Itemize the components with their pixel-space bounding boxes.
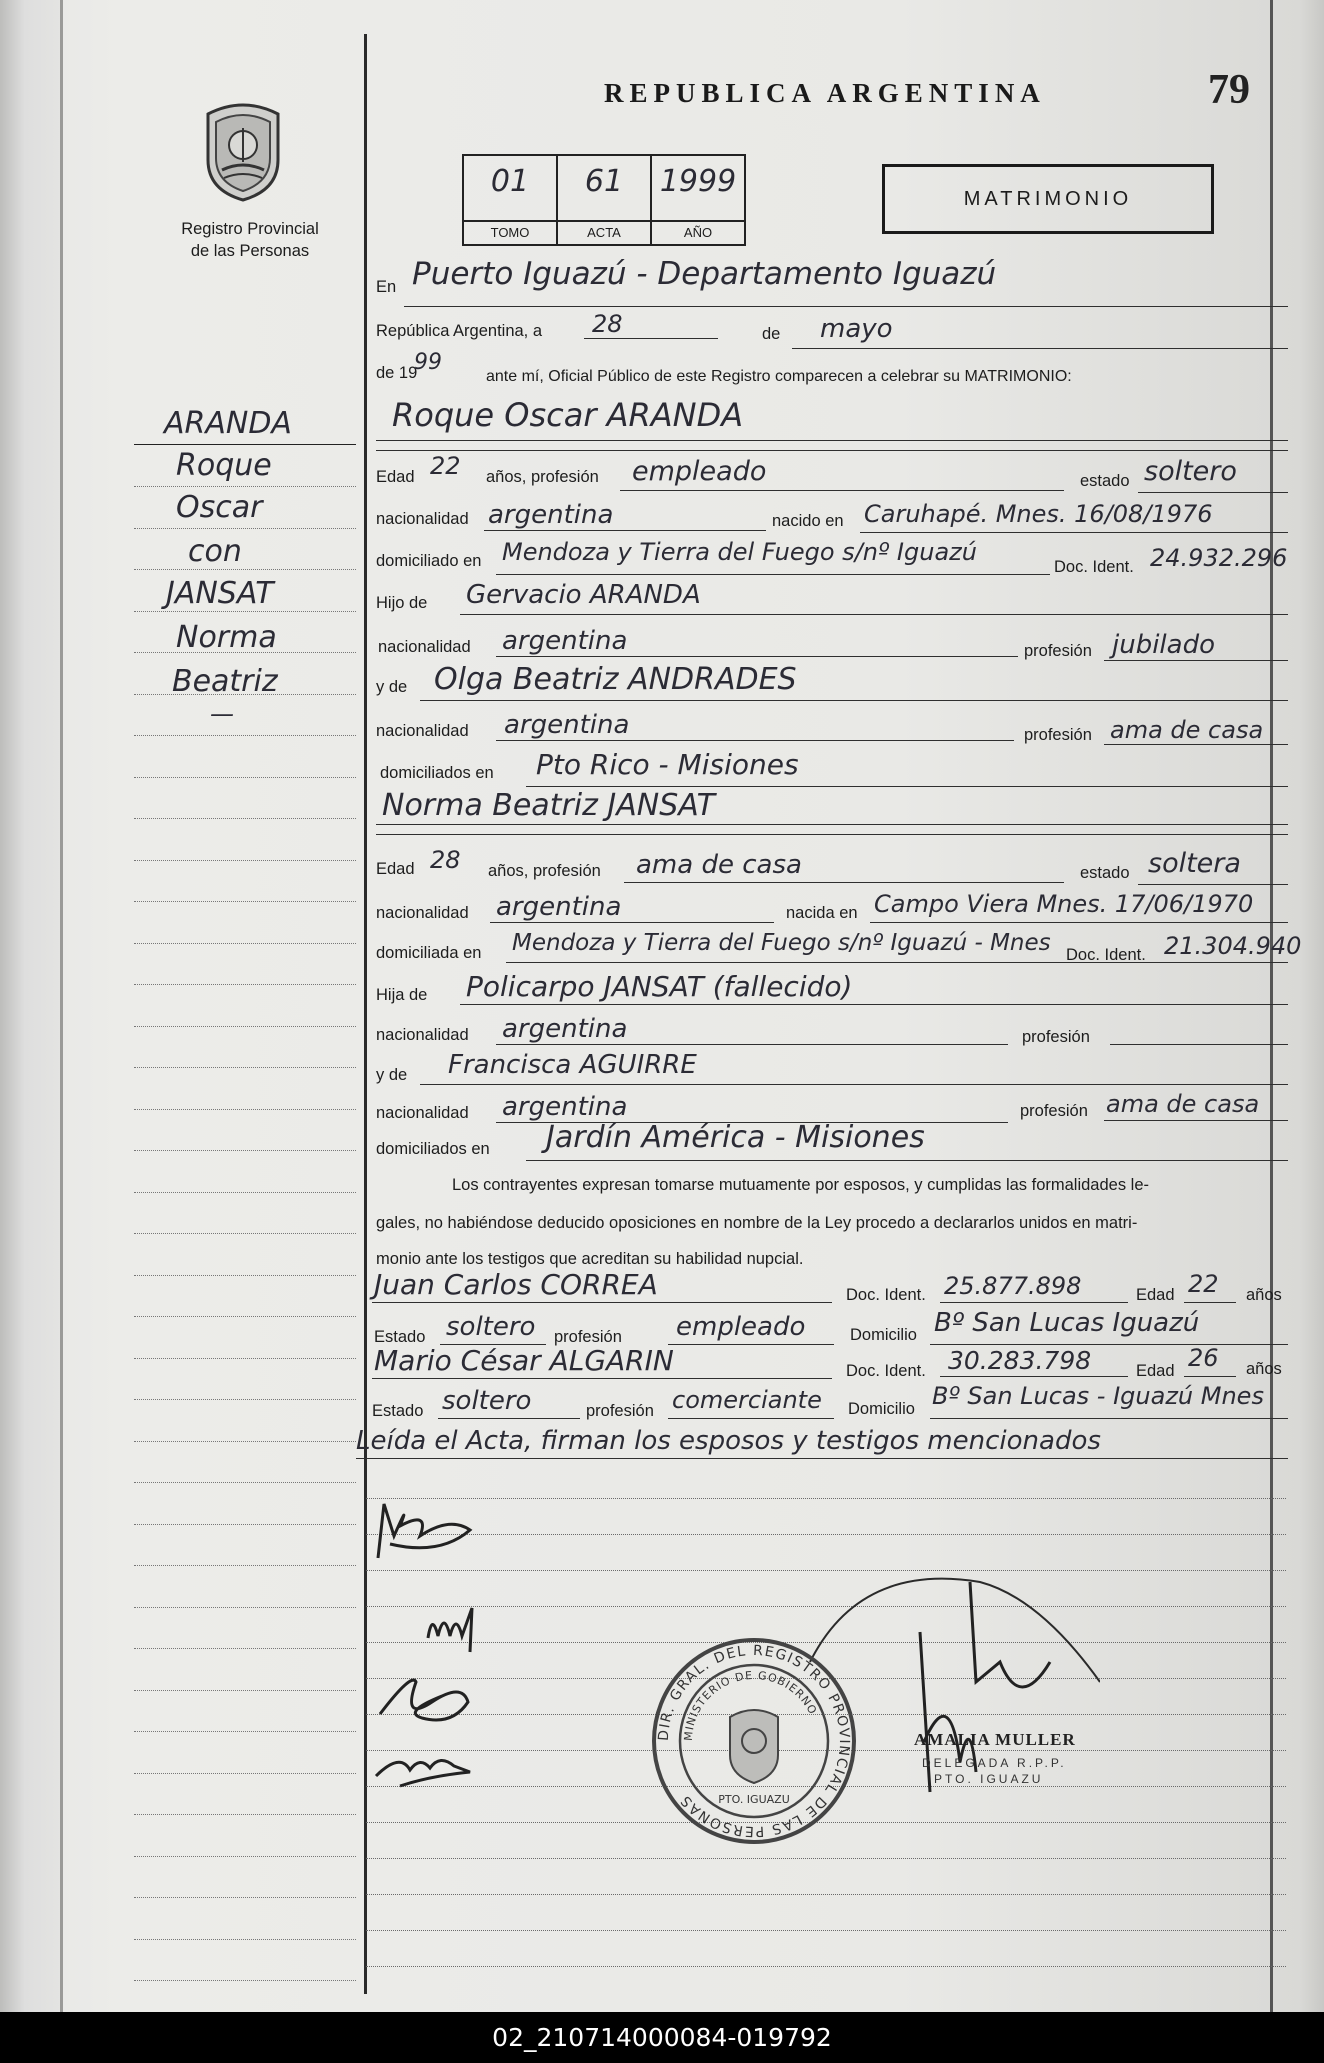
- seal-inner-text: MINISTERIO DE GOBIERNO: [681, 1668, 820, 1742]
- declaration-line-2: gales, no habiéndose deducido oposiciones en nombre de la Ley procedo a declararlos unidos en matri-: [376, 1214, 1138, 1232]
- label-nacida: nacida en: [786, 904, 858, 922]
- rule: [460, 614, 1288, 615]
- witness-1-doc: 25.877.898: [944, 1272, 1082, 1300]
- rule: [930, 1344, 1288, 1345]
- witness-2-status: soltero: [442, 1386, 532, 1416]
- margin-dotted-line: [134, 1399, 356, 1400]
- label-domicilio: Domicilio: [850, 1326, 917, 1344]
- bride-doc: 21.304.940: [1164, 932, 1302, 960]
- rule: [420, 1084, 1288, 1085]
- margin-dotted-line: [134, 1192, 356, 1193]
- bride-mother: Francisca AGUIRRE: [448, 1050, 697, 1080]
- rule: [792, 348, 1288, 349]
- folio-number: 79: [1208, 67, 1250, 113]
- bride-name: Norma Beatriz JANSAT: [382, 788, 715, 823]
- body-dotted-line: [366, 1858, 1286, 1859]
- bride-birth: Campo Viera Mnes. 17/06/1970: [874, 890, 1254, 918]
- rule: [372, 1302, 832, 1303]
- margin-name-1: Roque: [176, 448, 272, 483]
- acta-cell: [558, 156, 652, 244]
- margin-dotted-line: [134, 1897, 356, 1898]
- rule: [1104, 744, 1288, 745]
- label-nacionalidad: nacionalidad: [376, 510, 469, 528]
- label-republica: República Argentina, a: [376, 322, 543, 340]
- margin-bride-name-2: Beatriz: [172, 664, 278, 699]
- label-edad: Edad: [1136, 1362, 1175, 1380]
- rule: [356, 1458, 1288, 1459]
- witness-1-status: soltero: [446, 1312, 536, 1342]
- margin-dotted-line: [134, 1773, 356, 1774]
- margin-dotted-line: [134, 735, 356, 736]
- witness-2-age: 26: [1188, 1344, 1219, 1372]
- margin-dotted-line: [134, 569, 356, 570]
- margin-dotted-line: [134, 1233, 356, 1234]
- margin-dotted-line: [134, 1814, 356, 1815]
- label-anos: años: [1246, 1360, 1282, 1378]
- rule: [620, 490, 1064, 491]
- label-nacionalidad: nacionalidad: [376, 904, 469, 922]
- groom-nationality: argentina: [488, 500, 614, 530]
- rule: [870, 922, 1288, 923]
- tomo-value: 01: [490, 164, 530, 199]
- groom-mother-nationality: argentina: [504, 710, 630, 740]
- rule: [526, 786, 1288, 787]
- margin-dotted-line: [134, 1939, 356, 1940]
- label-edad: Edad: [376, 860, 415, 878]
- rule: [376, 450, 1288, 451]
- label-doc: Doc. Ident.: [846, 1286, 926, 1304]
- margin-dotted-line: [134, 901, 356, 902]
- official-stamp-place: PTO. IGUAZU: [934, 1772, 1044, 1786]
- signature-2-icon: [420, 1598, 500, 1658]
- act-reference-boxes: [462, 154, 746, 246]
- label-profesion: profesión: [554, 1328, 622, 1346]
- label-domicilio: Domicilio: [848, 1400, 915, 1418]
- margin-dotted-line: [134, 1524, 356, 1525]
- witness-2-address: Bº San Lucas - Iguazú Mnes: [932, 1382, 1264, 1410]
- margin-rule: [134, 444, 356, 445]
- country-title: REPUBLICA ARGENTINA: [604, 78, 1046, 108]
- label-estado: Estado: [372, 1402, 424, 1420]
- label-de: de: [762, 325, 781, 343]
- label-domiciliados: domiciliados en: [376, 1140, 490, 1158]
- label-y-de: y de: [376, 1066, 408, 1084]
- rule: [668, 1418, 834, 1419]
- bride-father-nationality: argentina: [502, 1014, 628, 1044]
- label-estado: estado: [1080, 864, 1130, 882]
- margin-bride-surname: JANSAT: [166, 576, 274, 611]
- rule: [940, 1376, 1128, 1377]
- margin-dotted-line: [134, 1275, 356, 1276]
- margin-con: con: [188, 534, 242, 569]
- rule: [420, 700, 1288, 701]
- official-stamp-title: DELEGADA R.P.P.: [922, 1756, 1067, 1770]
- witness-2-profession: comerciante: [672, 1386, 822, 1414]
- bride-age: 28: [430, 846, 461, 874]
- label-nacionalidad: nacionalidad: [376, 1026, 469, 1044]
- rule: [1104, 1120, 1288, 1121]
- tomo-cell: [464, 156, 558, 244]
- rule: [496, 740, 1014, 741]
- image-caption: 02_210714000084-019792: [0, 2012, 1324, 2063]
- rule: [496, 1044, 1008, 1045]
- margin-surname: ARANDA: [164, 406, 292, 441]
- label-y-de: y de: [376, 678, 408, 696]
- groom-father-profession: jubilado: [1112, 630, 1215, 660]
- label-profesion: años, profesión: [486, 468, 599, 486]
- label-anos: años: [1246, 1286, 1282, 1304]
- rule: [860, 532, 1288, 533]
- label-domiciliados: domiciliados en: [380, 764, 494, 782]
- label-de-19: de 19: [376, 364, 418, 382]
- bride-mother-profession: ama de casa: [1106, 1090, 1260, 1118]
- label-hijo: Hijo de: [376, 594, 428, 612]
- margin-dotted-line: [134, 860, 356, 861]
- label-doc: Doc. Ident.: [846, 1362, 926, 1380]
- margin-dash: —: [210, 700, 234, 728]
- margin-dotted-line: [134, 1731, 356, 1732]
- rule: [940, 1302, 1128, 1303]
- margin-dotted-line: [134, 1441, 356, 1442]
- margin-dotted-line: [134, 1856, 356, 1857]
- rule: [1104, 660, 1288, 661]
- margin-dotted-line: [134, 1482, 356, 1483]
- witness-1-profession: empleado: [676, 1312, 806, 1342]
- rule: [490, 922, 774, 923]
- label-profesion: profesión: [1024, 726, 1092, 744]
- rule: [668, 1344, 834, 1345]
- margin-dotted-line: [134, 694, 356, 695]
- margin-dotted-line: [134, 1109, 356, 1110]
- margin-dotted-line: [134, 652, 356, 653]
- groom-father-nationality: argentina: [502, 626, 628, 656]
- rule: [496, 574, 1050, 575]
- label-domiciliado: domiciliado en: [376, 552, 482, 570]
- body-dotted-line: [366, 1498, 1286, 1499]
- year-value: 99: [414, 350, 442, 375]
- rule: [438, 1418, 580, 1419]
- label-nacionalidad: nacionalidad: [376, 1104, 469, 1122]
- intro-text: ante mí, Oficial Público de este Registro comparecen a celebrar su MATRIMONIO:: [486, 368, 1072, 385]
- rule: [624, 882, 1064, 883]
- margin-dotted-line: [134, 777, 356, 778]
- seal-bottom-text: PTO. IGUAZU: [718, 1793, 790, 1806]
- rule: [506, 962, 1288, 963]
- groom-address: Mendoza y Tierra del Fuego s/nº Iguazú: [502, 538, 977, 566]
- margin-bride-name-1: Norma: [176, 620, 277, 655]
- ano-value: 1999: [659, 164, 737, 199]
- registry-seal-icon: [650, 1637, 858, 1845]
- margin-dotted-line: [134, 1067, 356, 1068]
- margin-dotted-line: [134, 1358, 356, 1359]
- bride-address: Mendoza y Tierra del Fuego s/nº Iguazú - Mnes: [512, 930, 1051, 956]
- label-doc: Doc. Ident.: [1054, 558, 1134, 576]
- rule: [496, 656, 1018, 657]
- label-estado: estado: [1080, 472, 1130, 490]
- margin-dotted-line: [134, 528, 356, 529]
- rule: [1138, 492, 1288, 493]
- ano-cell: [652, 156, 744, 244]
- book-spine: [0, 0, 62, 2012]
- groom-mother-profession: ama de casa: [1110, 716, 1264, 744]
- margin-dotted-line: [134, 1690, 356, 1691]
- place-value: Puerto Iguazú - Departamento Iguazú: [412, 256, 997, 292]
- rule: [404, 306, 1288, 307]
- declaration-line-1: Los contrayentes expresan tomarse mutuamente por esposos, y cumplidas las formalidades le-: [452, 1176, 1150, 1194]
- label-nacionalidad: nacionalidad: [378, 638, 471, 656]
- rule: [460, 1004, 1288, 1005]
- label-profesion: años, profesión: [488, 862, 601, 880]
- rule: [376, 824, 1288, 825]
- margin-dotted-line: [134, 1648, 356, 1649]
- margin-dotted-line: [134, 1980, 356, 1981]
- label-profesion: profesión: [1022, 1028, 1090, 1046]
- rule: [1184, 1302, 1236, 1303]
- bride-nationality: argentina: [496, 892, 622, 922]
- label-hija: Hija de: [376, 986, 428, 1004]
- bride-father: Policarpo JANSAT (fallecido): [466, 970, 853, 1003]
- body-dotted-line: [366, 1930, 1286, 1931]
- groom-profession: empleado: [632, 456, 767, 487]
- rule: [484, 530, 766, 531]
- day-value: 28: [592, 310, 623, 338]
- acta-value: 61: [584, 164, 624, 199]
- label-nacionalidad: nacionalidad: [376, 722, 469, 740]
- bride-parents-address: Jardín América - Misiones: [546, 1120, 925, 1155]
- label-edad: Edad: [376, 468, 415, 486]
- month-value: mayo: [820, 314, 893, 344]
- signature-4-icon: [370, 1746, 480, 1796]
- body-dotted-line: [366, 1966, 1286, 1967]
- groom-name: Roque Oscar ARANDA: [392, 396, 744, 434]
- closing-text: Leída el Acta, firman los esposos y testigos mencionados: [356, 1426, 1101, 1456]
- margin-dotted-line: [134, 611, 356, 612]
- province-crest-icon: [200, 100, 286, 202]
- label-edad: Edad: [1136, 1286, 1175, 1304]
- groom-status: soltero: [1144, 456, 1237, 487]
- signature-3-icon: [372, 1662, 482, 1732]
- witness-1-age: 22: [1188, 1270, 1219, 1298]
- label-estado: Estado: [374, 1328, 426, 1346]
- label-nacido: nacido en: [772, 512, 844, 530]
- witness-1-name: Juan Carlos CORREA: [374, 1268, 658, 1301]
- groom-age: 22: [430, 452, 461, 480]
- label-profesion: profesión: [1020, 1102, 1088, 1120]
- body-dotted-line: [366, 1894, 1286, 1895]
- ano-label: AÑO: [652, 220, 744, 244]
- label-profesion: profesión: [1024, 642, 1092, 660]
- margin-dotted-line: [134, 1026, 356, 1027]
- witness-2-doc: 30.283.798: [948, 1346, 1092, 1375]
- margin-dotted-line: [134, 1150, 356, 1151]
- act-type-box: MATRIMONIO: [882, 164, 1214, 234]
- margin-dotted-line: [134, 1607, 356, 1608]
- margin-divider: [364, 34, 367, 1994]
- rule: [1184, 1376, 1236, 1377]
- rule: [1110, 1044, 1288, 1045]
- bride-status: soltera: [1148, 848, 1241, 879]
- margin-dotted-line: [134, 818, 356, 819]
- groom-parents-address: Pto Rico - Misiones: [536, 748, 799, 781]
- declaration-line-3: monio ante los testigos que acreditan su habilidad nupcial.: [376, 1250, 804, 1268]
- bride-mother-nationality: argentina: [502, 1092, 628, 1122]
- witness-2-name: Mario César ALGARIN: [374, 1344, 674, 1377]
- witness-1-address: Bº San Lucas Iguazú: [934, 1308, 1200, 1338]
- rule: [584, 338, 718, 339]
- rule: [1138, 884, 1288, 885]
- rule: [930, 1418, 1288, 1419]
- groom-doc: 24.932.296: [1150, 544, 1288, 572]
- rule: [376, 834, 1288, 835]
- bride-profession: ama de casa: [636, 850, 802, 880]
- official-stamp-name: AMALIA MULLER: [914, 1730, 1076, 1749]
- groom-mother: Olga Beatriz ANDRADES: [434, 662, 797, 697]
- margin-dotted-line: [134, 1565, 356, 1566]
- signature-1-icon: [370, 1496, 480, 1566]
- page-edge: [60, 0, 63, 2012]
- rule: [372, 1378, 832, 1379]
- margin-dotted-line: [134, 486, 356, 487]
- label-en: En: [376, 278, 397, 296]
- rule: [376, 440, 1288, 441]
- acta-label: ACTA: [558, 220, 650, 244]
- body-dotted-line: [366, 1534, 1286, 1535]
- tomo-label: TOMO: [464, 220, 556, 244]
- rule: [526, 1160, 1288, 1161]
- groom-birth: Caruhapé. Mnes. 16/08/1976: [864, 500, 1213, 528]
- margin-dotted-line: [134, 984, 356, 985]
- label-doc: Doc. Ident.: [1066, 946, 1146, 964]
- right-border-line: [1270, 0, 1273, 2012]
- margin-dotted-line: [134, 1316, 356, 1317]
- registry-name: Registro Provincial de las Personas: [181, 220, 319, 260]
- margin-name-2: Oscar: [176, 490, 263, 525]
- label-domiciliada: domiciliada en: [376, 944, 482, 962]
- label-profesion: profesión: [586, 1402, 654, 1420]
- groom-father: Gervacio ARANDA: [466, 580, 701, 610]
- seal-outer-text: DIR. GRAL. DEL REGISTRO PROVINCIAL DE LAS PERSONAS: [655, 1642, 853, 1840]
- margin-dotted-line: [134, 943, 356, 944]
